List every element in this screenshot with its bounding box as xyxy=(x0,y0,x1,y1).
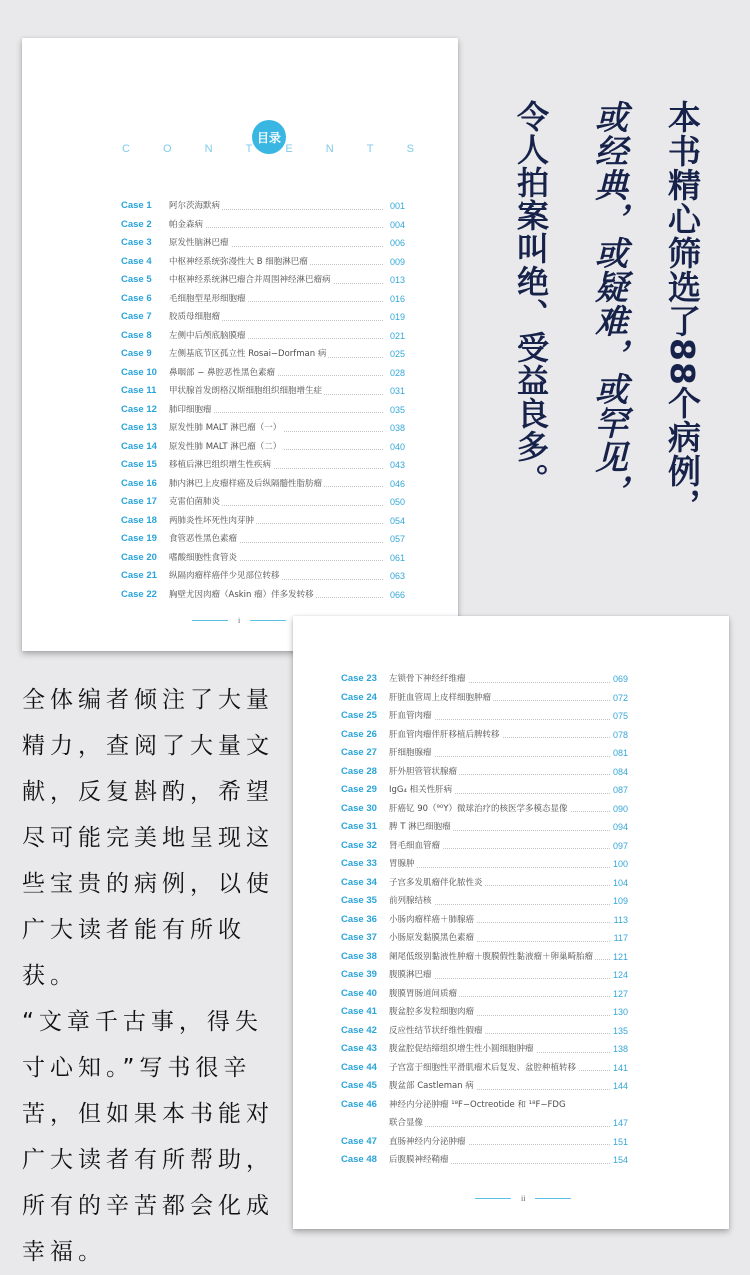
page-ref: 069 xyxy=(612,674,628,684)
case-title-row xyxy=(169,419,283,438)
toc-entry[interactable] xyxy=(121,216,405,235)
case-number: Case 9 xyxy=(121,348,152,359)
case-title-row-2 xyxy=(389,1114,425,1133)
toc-entry[interactable] xyxy=(341,892,628,911)
case-title-row xyxy=(389,670,468,689)
case-number: Case 44 xyxy=(341,1061,377,1073)
page-ref: 072 xyxy=(612,692,628,703)
toc-entry[interactable] xyxy=(341,763,628,782)
case-title: 腹膜淋巴瘤 xyxy=(389,970,432,980)
footer-line xyxy=(192,620,228,621)
contents-letter: O xyxy=(163,143,172,155)
case-number: Case 24 xyxy=(341,691,377,703)
case-title: 子宫多发肌瘤伴化脓性炎 xyxy=(389,877,483,888)
toc-entry[interactable] xyxy=(121,475,405,494)
case-title: 腹盆腔多发粒细胞肉瘤 xyxy=(389,1007,475,1017)
footer-line xyxy=(250,620,286,621)
toc-entry[interactable] xyxy=(341,1059,628,1078)
toc-page-1 xyxy=(22,38,458,651)
toc-entry[interactable] xyxy=(121,253,405,272)
page-ref: 038 xyxy=(389,423,405,433)
toc-entry[interactable] xyxy=(341,689,628,708)
toc-entry[interactable] xyxy=(341,781,628,800)
case-title-row xyxy=(389,874,485,893)
toc-entry[interactable] xyxy=(341,1022,628,1041)
case-title-row xyxy=(169,475,324,494)
case-number: Case 6 xyxy=(121,292,152,304)
page-ref: 063 xyxy=(389,571,405,581)
toc-badge: 目录 xyxy=(252,120,286,154)
case-number: Case 11 xyxy=(121,385,157,396)
page-ref: 144 xyxy=(612,1081,628,1091)
case-title-row xyxy=(389,689,493,708)
case-title: 甲状腺首发朗格汉斯细胞组织细胞增生症 xyxy=(169,386,323,396)
case-number: Case 29 xyxy=(341,784,377,795)
toc-entry[interactable] xyxy=(121,345,405,364)
toc-entry[interactable] xyxy=(341,855,628,874)
case-title-row xyxy=(389,1059,578,1078)
toc-entry[interactable] xyxy=(341,1133,628,1152)
case-title: 胸壁尤因肉瘤（Askin 瘤）伴多发转移 xyxy=(169,589,314,600)
toc-entry[interactable] xyxy=(121,234,405,253)
toc-entry[interactable] xyxy=(341,800,628,819)
case-title-row xyxy=(389,1151,451,1170)
case-title: 鼻咽部 − 鼻腔恶性黑色素瘤 xyxy=(169,367,276,378)
case-number: Case 34 xyxy=(341,876,377,888)
quote-paragraph: “文章千古事，得失寸心知。”写书很辛苦，但如果本书能对广大读者有所帮助，所有的辛苦都会化成幸福。 xyxy=(22,1009,274,1265)
page-ref: 031 xyxy=(389,386,405,396)
toc-entry[interactable] xyxy=(121,549,405,568)
page-ref: 124 xyxy=(612,970,628,980)
case-title: 肝血管肉瘤 xyxy=(389,711,432,721)
case-title-row xyxy=(389,948,595,967)
case-number: Case 2 xyxy=(121,218,152,230)
case-title: 反应性结节状纤维性假瘤 xyxy=(389,1025,483,1036)
toc-entry[interactable] xyxy=(121,438,405,457)
case-title-row xyxy=(389,818,453,837)
case-title: IgG₄ 相关性肝病 xyxy=(389,785,453,795)
contents-letter: T xyxy=(366,143,374,155)
toc-entry[interactable] xyxy=(121,567,405,586)
page-ref: 109 xyxy=(612,896,628,906)
toc-entry[interactable] xyxy=(121,493,405,512)
case-title: 肝血管肉瘤伴肝移植后脾转移 xyxy=(389,729,500,740)
page-number: ii xyxy=(521,1194,526,1203)
case-number: Case 20 xyxy=(121,551,157,563)
case-title-row xyxy=(169,345,328,364)
case-title: 腹盆部 Castleman 病 xyxy=(389,1081,474,1091)
case-number: Case 47 xyxy=(341,1135,377,1147)
toc-entry[interactable] xyxy=(341,929,628,948)
toc-entry[interactable] xyxy=(341,1151,628,1170)
case-number: Case 32 xyxy=(341,839,377,851)
case-title-row xyxy=(389,726,502,745)
case-number: Case 14 xyxy=(121,440,157,452)
case-title-row xyxy=(389,855,417,874)
case-number: Case 7 xyxy=(121,311,152,322)
case-number: Case 12 xyxy=(121,403,157,415)
page-ref: 046 xyxy=(389,478,405,489)
case-title-row xyxy=(389,1003,476,1022)
page-ref: 147 xyxy=(612,1118,628,1128)
page-ref: 141 xyxy=(612,1062,628,1073)
case-title: 肺内淋巴上皮瘤样癌及后纵隔髓性脂肪瘤 xyxy=(169,478,323,489)
case-title: 阿尔茨海默病 xyxy=(169,201,221,211)
case-number: Case 27 xyxy=(341,747,377,758)
toc-page-2 xyxy=(293,616,729,1229)
case-title: 原发性肺 MALT 淋巴瘤（二） xyxy=(169,441,282,452)
headline-line-2: 或经典，或疑难，或罕见， xyxy=(590,100,629,508)
case-title: 子宫富于细胞性平滑肌瘤术后复发、盆腔种植转移 xyxy=(389,1062,577,1073)
contents-letter: S xyxy=(406,143,414,155)
case-title: 肝细胞腺瘤 xyxy=(389,748,432,758)
case-number: Case 15 xyxy=(121,459,157,470)
case-title-row xyxy=(169,290,248,309)
toc-entry[interactable] xyxy=(341,948,628,967)
case-title: 腹盆腔促结缔组织增生性小圆细胞肿瘤 xyxy=(389,1044,534,1054)
toc-entry[interactable] xyxy=(341,1003,628,1022)
case-title-row xyxy=(389,781,454,800)
toc-entry[interactable] xyxy=(341,911,628,930)
case-title: 直肠神经内分泌肿瘤 xyxy=(389,1136,466,1147)
page-ref: 016 xyxy=(389,293,405,304)
case-number: Case 16 xyxy=(121,477,157,489)
case-number: Case 4 xyxy=(121,255,152,267)
contents-letter: N xyxy=(204,143,213,155)
toc-entry[interactable] xyxy=(121,530,405,549)
case-title: 小肠原发黏膜黑色素瘤 xyxy=(389,933,475,943)
case-number: Case 41 xyxy=(341,1006,377,1017)
toc-entry[interactable] xyxy=(121,364,405,383)
case-title: 前列腺结核 xyxy=(389,896,432,906)
toc-entry[interactable] xyxy=(341,670,628,689)
case-title-row xyxy=(169,586,316,605)
page-ref: 117 xyxy=(613,933,628,943)
case-title-row xyxy=(389,707,434,726)
case-title-row xyxy=(389,966,434,985)
case-title-row xyxy=(169,216,205,235)
case-title-row xyxy=(169,512,256,531)
case-title-row xyxy=(169,401,214,420)
case-number: Case 33 xyxy=(341,858,377,869)
toc-entry[interactable] xyxy=(341,985,628,1004)
page-ref: 151 xyxy=(612,1136,628,1147)
case-title: 嗜酸细胞性食管炎 xyxy=(169,552,238,563)
case-title-row xyxy=(389,1133,468,1152)
toc-entry[interactable] xyxy=(341,726,628,745)
toc-entry[interactable] xyxy=(341,874,628,893)
case-title-row xyxy=(389,1096,568,1115)
contents-letter: N xyxy=(325,143,334,155)
case-number: Case 38 xyxy=(341,950,377,962)
case-number: Case 31 xyxy=(341,821,377,832)
case-title-row xyxy=(389,800,570,819)
case-title-row xyxy=(169,327,248,346)
case-title: 胃腺肿 xyxy=(389,859,415,869)
page-footer xyxy=(475,1194,571,1203)
case-title-row xyxy=(389,763,459,782)
page-ref: 135 xyxy=(612,1025,628,1036)
case-title: 左锁骨下神经纤维瘤 xyxy=(389,674,466,684)
case-number: Case 36 xyxy=(341,913,377,925)
case-title: 腹膜胃肠道间质瘤 xyxy=(389,988,458,999)
page-ref: 006 xyxy=(389,238,405,248)
page-ref: 081 xyxy=(612,748,628,758)
case-number: Case 39 xyxy=(341,969,377,980)
case-title-row xyxy=(169,253,310,272)
page-ref: 121 xyxy=(612,951,628,962)
case-number: Case 30 xyxy=(341,802,377,814)
case-title-row xyxy=(389,985,459,1004)
case-title-row xyxy=(169,530,239,549)
page-ref: 154 xyxy=(612,1155,628,1165)
page-ref: 078 xyxy=(612,729,628,740)
case-number: Case 19 xyxy=(121,533,157,544)
case-title: 帕金森病 xyxy=(169,219,204,230)
case-title-row xyxy=(389,1077,476,1096)
case-title-row xyxy=(389,892,434,911)
toc-entry[interactable] xyxy=(121,586,405,605)
toc-entry[interactable] xyxy=(121,271,405,290)
case-number: Case 22 xyxy=(121,588,157,600)
page-ref: 054 xyxy=(389,515,405,526)
case-number: Case 28 xyxy=(341,765,377,777)
page-ref: 104 xyxy=(612,877,628,888)
case-title-row xyxy=(389,837,442,856)
case-title: 肾毛细血管瘤 xyxy=(389,840,441,851)
toc-list-2 xyxy=(341,670,628,1170)
case-number: Case 13 xyxy=(121,422,157,433)
case-title: 肝癌钇 90（⁹⁰Y）微球治疗的核医学多模态显像 xyxy=(389,803,568,814)
page-ref: 113 xyxy=(613,914,628,925)
case-title: 肝外胆管管状腺瘤 xyxy=(389,766,458,777)
case-number: Case 25 xyxy=(341,710,377,721)
case-title: 纵隔肉瘤样癌伴少见部位转移 xyxy=(169,571,280,581)
case-number: Case 5 xyxy=(121,274,152,285)
case-title-row xyxy=(389,911,476,930)
case-title-continued: 联合显像 xyxy=(389,1118,424,1128)
case-title: 后腹膜神经鞘瘤 xyxy=(389,1155,449,1165)
page-ref: 084 xyxy=(612,766,628,777)
case-title-row xyxy=(169,493,222,512)
case-number: Case 17 xyxy=(121,496,157,507)
page-ref: 028 xyxy=(389,367,405,378)
case-title-row xyxy=(169,271,333,290)
footer-line xyxy=(475,1198,511,1199)
case-number: Case 23 xyxy=(341,673,377,684)
toc-entry[interactable] xyxy=(341,1040,628,1059)
case-title: 原发性肺 MALT 淋巴瘤（一） xyxy=(169,423,282,433)
contents-letter: T xyxy=(245,143,253,155)
case-number: Case 45 xyxy=(341,1080,377,1091)
page-ref: 040 xyxy=(389,441,405,452)
case-title-row xyxy=(169,234,231,253)
case-title: 移植后淋巴组织增生性疾病 xyxy=(169,460,272,470)
case-number: Case 40 xyxy=(341,987,377,999)
page-ref: 013 xyxy=(389,275,405,285)
toc-entry[interactable] xyxy=(341,1096,628,1133)
page-ref: 050 xyxy=(389,497,405,507)
case-title: 肺印细胞瘤 xyxy=(169,404,212,415)
toc-entry[interactable] xyxy=(121,290,405,309)
page-ref: 090 xyxy=(612,803,628,814)
page-ref: 004 xyxy=(389,219,405,230)
case-title-row xyxy=(169,382,324,401)
case-title: 毛细胞型星形细胞瘤 xyxy=(169,293,246,304)
page-ref: 009 xyxy=(389,256,405,267)
page-ref: 025 xyxy=(389,349,405,359)
case-title-row xyxy=(169,364,277,383)
case-number: Case 10 xyxy=(121,366,157,378)
case-title-row xyxy=(169,197,222,216)
case-title-row xyxy=(169,438,283,457)
case-title: 原发性脑淋巴瘤 xyxy=(169,238,229,248)
page-ref: 097 xyxy=(612,840,628,851)
toc-entry[interactable] xyxy=(121,308,405,327)
case-title-row xyxy=(389,1040,536,1059)
case-title: 胶质母细胞瘤 xyxy=(169,312,221,322)
case-title: 中枢神经系统弥漫性大 B 细胞淋巴瘤 xyxy=(169,256,308,267)
toc-entry[interactable] xyxy=(341,744,628,763)
case-title-row xyxy=(389,1022,485,1041)
case-number: Case 3 xyxy=(121,237,152,248)
page-ref: 057 xyxy=(389,534,405,544)
headline-line-3: 令人拍案叫绝、受益良多。 xyxy=(512,100,550,496)
page-ref: 130 xyxy=(612,1007,628,1017)
intro-paragraph: 全体编者倾注了大量精力，查阅了大量文献，反复斟酌，希望尽可能完美地呈现这些宝贵的病例，以使广大读者能有所收获。 xyxy=(22,687,274,989)
case-number: Case 21 xyxy=(121,570,157,581)
toc-list-1 xyxy=(121,197,405,604)
case-number: Case 42 xyxy=(341,1024,377,1036)
page-ref: 043 xyxy=(389,460,405,470)
case-number: Case 26 xyxy=(341,728,377,740)
page-ref: 019 xyxy=(389,312,405,322)
case-title: 神经内分泌肿瘤 ¹⁸F−Octreotide 和 ¹⁸F−FDG xyxy=(389,1099,566,1110)
case-title: 左侧中后颅底脑膜瘤 xyxy=(169,330,246,341)
page-ref: 138 xyxy=(612,1044,628,1054)
toc-entry[interactable] xyxy=(121,456,405,475)
contents-letter: C xyxy=(122,143,130,155)
page-ref: 021 xyxy=(389,330,405,341)
page-ref: 100 xyxy=(612,859,628,869)
case-title: 阑尾低级别黏液性肿瘤＋腹膜假性黏液瘤＋卵巢畸胎瘤 xyxy=(389,951,594,962)
page-ref: 094 xyxy=(612,822,628,832)
toc-entry[interactable] xyxy=(121,382,405,401)
case-number: Case 37 xyxy=(341,932,377,943)
case-number: Case 35 xyxy=(341,895,377,906)
page-ref: 075 xyxy=(612,711,628,721)
toc-entry[interactable] xyxy=(121,512,405,531)
page-ref: 061 xyxy=(389,552,405,563)
toc-entry[interactable] xyxy=(121,401,405,420)
toc-entry[interactable] xyxy=(341,818,628,837)
toc-entry[interactable] xyxy=(341,966,628,985)
case-title-row xyxy=(389,744,434,763)
case-number: Case 48 xyxy=(341,1154,377,1165)
toc-entry[interactable] xyxy=(121,327,405,346)
case-number: Case 8 xyxy=(121,329,152,341)
headline-line-1: 本书精心筛选了88个病例， xyxy=(663,100,702,522)
page-number: i xyxy=(238,616,241,625)
dot-leader xyxy=(389,867,610,868)
footer-line xyxy=(535,1198,571,1199)
toc-entry[interactable] xyxy=(121,197,405,216)
page-ref: 087 xyxy=(612,785,628,795)
case-number: Case 18 xyxy=(121,514,157,526)
case-title-row xyxy=(169,308,222,327)
case-number: Case 43 xyxy=(341,1043,377,1054)
case-title-row xyxy=(169,456,273,475)
case-title: 食管恶性黑色素瘤 xyxy=(169,534,238,544)
page-footer xyxy=(192,616,286,625)
case-title: 左侧基底节区孤立性 Rosai−Dorfman 病 xyxy=(169,349,327,359)
case-number: Case 1 xyxy=(121,200,152,211)
case-title: 两肺炎性坏死性肉芽肿 xyxy=(169,515,255,526)
toc-entry[interactable] xyxy=(341,1077,628,1096)
case-title-row xyxy=(389,929,476,948)
case-title: 小肠肉瘤样癌＋肺腺癌 xyxy=(389,914,475,925)
toc-entry[interactable] xyxy=(341,837,628,856)
contents-letter: E xyxy=(285,143,293,155)
page-ref: 035 xyxy=(389,404,405,415)
contents-heading xyxy=(122,143,414,159)
page-ref: 066 xyxy=(389,589,405,600)
case-title-row xyxy=(169,549,239,568)
case-title-row xyxy=(169,567,282,586)
toc-entry[interactable] xyxy=(121,419,405,438)
case-title: 克雷伯菌肺炎 xyxy=(169,497,221,507)
page-ref: 001 xyxy=(389,201,405,211)
toc-entry[interactable] xyxy=(341,707,628,726)
case-number: Case 46 xyxy=(341,1098,377,1110)
case-title: 中枢神经系统淋巴瘤合并周围神经淋巴瘤病 xyxy=(169,275,331,285)
case-title: 脾 T 淋巴细胞瘤 xyxy=(389,822,451,832)
case-title: 肝脏血管周上皮样细胞肿瘤 xyxy=(389,692,492,703)
page-ref: 127 xyxy=(612,988,628,999)
